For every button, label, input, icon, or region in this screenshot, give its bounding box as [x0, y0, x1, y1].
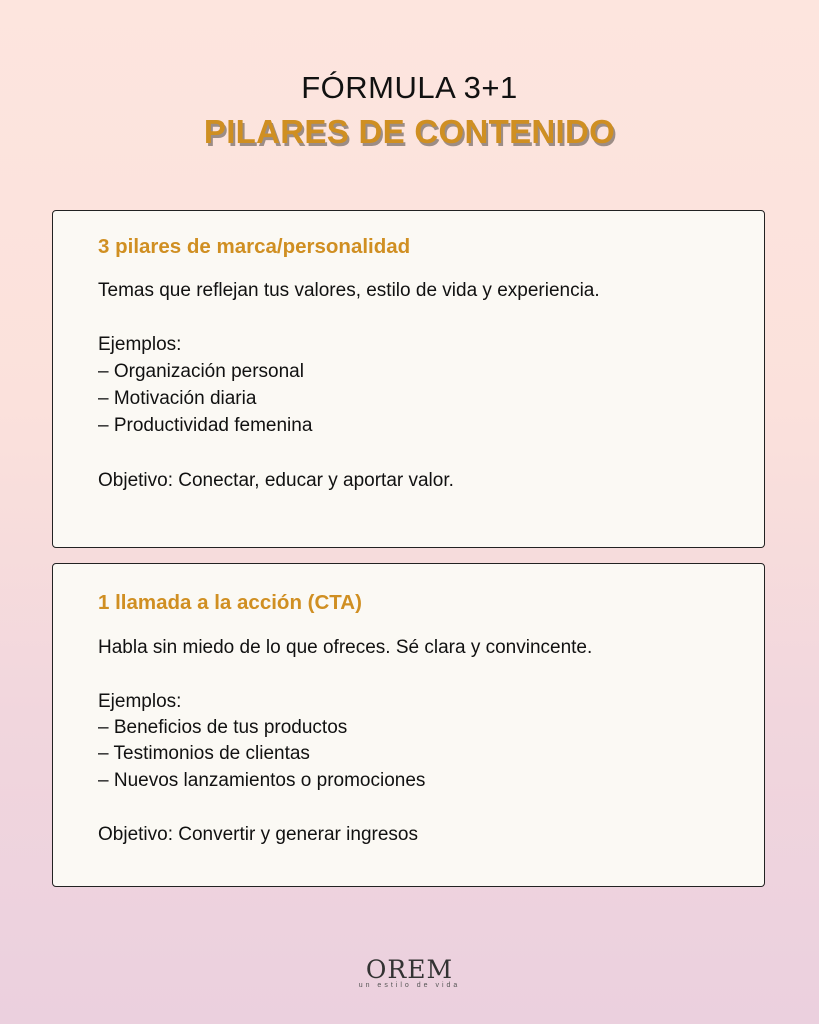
list-item: – Motivación diaria [98, 388, 257, 409]
examples-label: Ejemplos: [98, 334, 182, 355]
card-objective: Objetivo: Convertir y generar ingresos [98, 824, 418, 845]
card-objective: Objetivo: Conectar, educar y aportar valor. [98, 470, 454, 491]
card-description: Temas que reflejan tus valores, estilo de vida y experiencia. [98, 280, 600, 301]
card-heading: 1 llamada a la acción (CTA) [98, 591, 362, 614]
brand-logo [0, 955, 819, 989]
page-title: FÓRMULA 3+1 [301, 70, 518, 105]
list-item: – Testimonios de clientas [98, 743, 310, 764]
logo-tagline: un estilo de vida [358, 982, 461, 989]
examples-label: Ejemplos: [98, 691, 182, 712]
page-subtitle: PILARES DE CONTENIDO [203, 113, 616, 150]
card-heading: 3 pilares de marca/personalidad [98, 235, 411, 258]
list-item: – Beneficios de tus productos [98, 717, 348, 738]
logo-name: OREM [365, 955, 454, 984]
card-brand-pillars [52, 210, 765, 548]
list-item: – Organización personal [98, 361, 304, 382]
card-description: Habla sin miedo de lo que ofreces. Sé clara y convincente. [98, 637, 593, 658]
list-item: – Nuevos lanzamientos o promociones [98, 770, 426, 791]
list-item: – Productividad femenina [98, 415, 313, 436]
card-cta [52, 563, 765, 887]
